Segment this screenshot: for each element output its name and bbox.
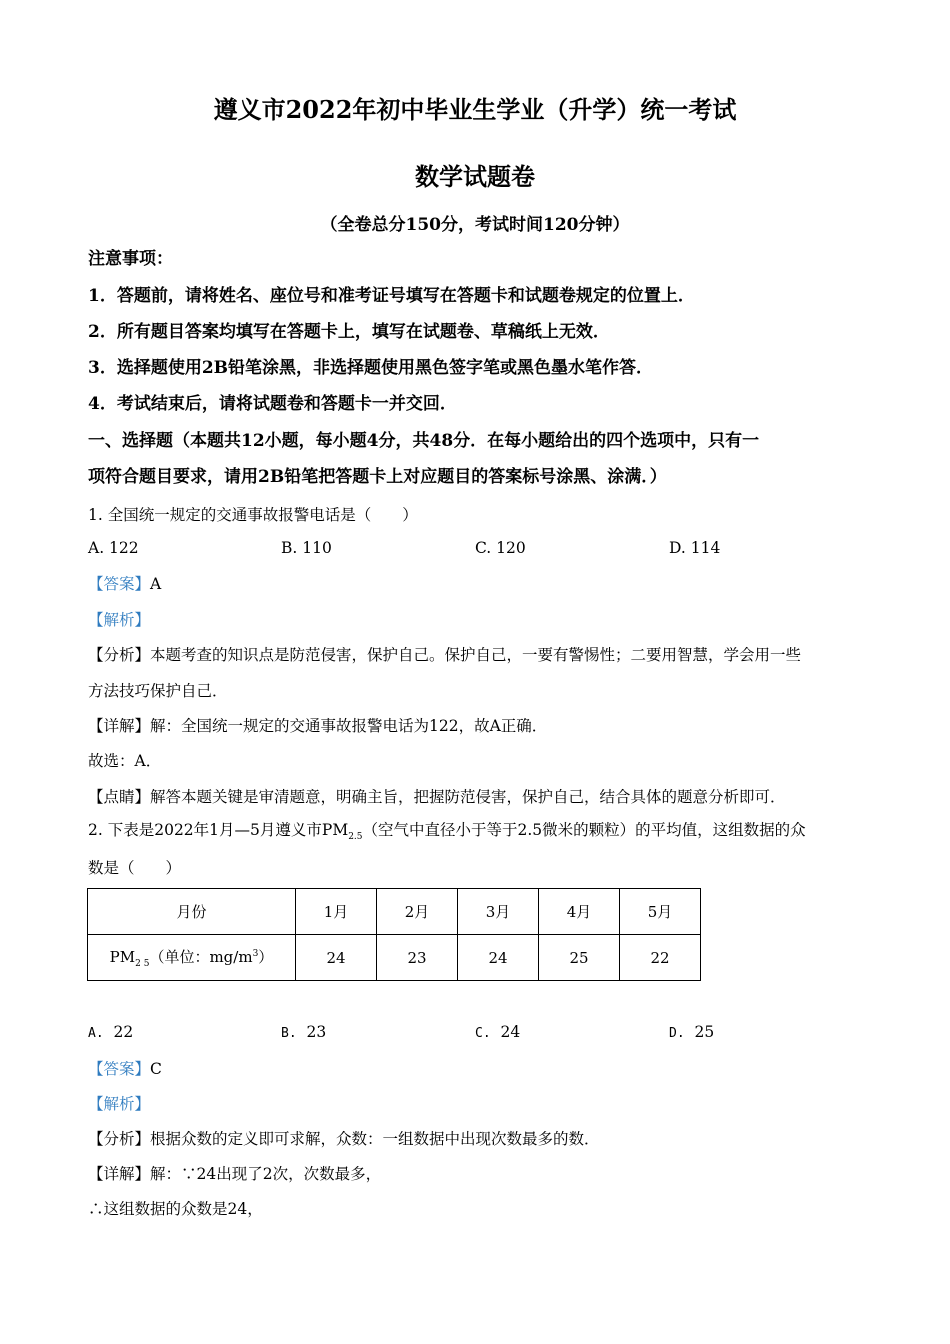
notice-item: 1．答题前，请将姓名、座位号和准考证号填写在答题卡和试题卷规定的位置上． xyxy=(88,286,695,306)
q2-stem-text: 2. 下表是2022年1月—5月遵义市PM xyxy=(88,821,349,839)
detail-label: 【详解】 xyxy=(88,717,151,735)
q2-stem-sub: 2.5 xyxy=(348,832,363,843)
detail-label: 【详解】 xyxy=(88,1165,151,1183)
option-letter: B. xyxy=(281,1026,297,1041)
option-letter: A. xyxy=(88,1026,104,1041)
tip-text: 解答本题关键是审清题意，明确主旨，把握防范侵害，保护自己，结合具体的题意分析即可． xyxy=(150,788,786,806)
exam-subtitle: 数学试题卷 xyxy=(415,162,535,191)
fenxi-label: 【分析】 xyxy=(88,646,151,664)
row-label-unit: （单位：mg/m xyxy=(149,948,253,966)
section-heading: 一、选择题（本题共12小题，每小题4分，共48分．在每小题给出的四个选项中，只有一 xyxy=(88,431,760,451)
q2-answer xyxy=(88,1058,868,1080)
answer-value: C xyxy=(150,1060,162,1078)
detail-text: 解：∵24出现了2次，次数最多， xyxy=(150,1165,382,1183)
table-header-cell: 月份 xyxy=(88,889,296,935)
table-row xyxy=(88,935,701,981)
option-letter: C. xyxy=(475,1026,491,1041)
q2-fenxi xyxy=(88,1128,868,1150)
q2-analysis-label: 【解析】 xyxy=(88,1095,151,1113)
row-label-sub: 2 5 xyxy=(135,959,150,969)
option-value: 23 xyxy=(306,1023,327,1041)
section-heading-cont: 项符合题目要求，请用2B铅笔把答题卡上对应题目的答案标号涂黑、涂满．） xyxy=(88,467,667,487)
table-header-cell: 2月 xyxy=(377,889,458,935)
q1-choose: 故选：A． xyxy=(88,752,162,770)
notice-item: 4．考试结束后，请将试题卷和答题卡一并交回． xyxy=(88,394,457,414)
option-value: 25 xyxy=(694,1023,715,1041)
q2-conclusion: ∴这组数据的众数是24， xyxy=(88,1200,263,1218)
q1-fenxi-cont: 方法技巧保护自己． xyxy=(88,682,228,700)
table-row-label xyxy=(88,935,296,981)
q1-option-b: B. 110 xyxy=(281,539,332,557)
table-header-cell: 3月 xyxy=(458,889,539,935)
q1-option-c: C. 120 xyxy=(475,539,526,557)
q2-option-d xyxy=(669,1023,714,1041)
option-value: 22 xyxy=(113,1023,134,1041)
exam-info: （全卷总分150分，考试时间120分钟） xyxy=(320,215,630,235)
q1-answer xyxy=(88,573,868,595)
q1-option-d: D. 114 xyxy=(669,539,721,557)
table-header-cell: 5月 xyxy=(620,889,701,935)
pm25-table xyxy=(87,888,701,981)
fenxi-text: 根据众数的定义即可求解，众数：一组数据中出现次数最多的数． xyxy=(150,1130,600,1148)
table-cell: 25 xyxy=(539,935,620,981)
notice-item: 2．所有题目答案均填写在答题卡上，填写在试题卷、草稿纸上无效． xyxy=(88,322,610,342)
answer-value: A xyxy=(150,575,162,593)
row-label-text: PM xyxy=(109,948,136,966)
answer-label: 【答案】 xyxy=(88,575,151,593)
q2-option-a xyxy=(88,1023,133,1041)
fenxi-label: 【分析】 xyxy=(88,1130,151,1148)
table-header-cell: 4月 xyxy=(539,889,620,935)
row-label-sup: 3 xyxy=(252,949,259,959)
notice-heading: 注意事项： xyxy=(88,249,173,269)
option-letter: D. xyxy=(669,1026,685,1041)
answer-label: 【答案】 xyxy=(88,1060,151,1078)
q2-stem-cont: 数是（ ） xyxy=(88,859,182,877)
table-header-row xyxy=(88,889,701,935)
exam-title: 遵义市2022年初中毕业生学业（升学）统一考试 xyxy=(213,95,737,124)
q2-option-b xyxy=(281,1023,326,1041)
q1-detail xyxy=(88,715,868,737)
q2-stem-text-2: （空气中直径小于等于2.5微米的颗粒）的平均值，这组数据的众 xyxy=(362,821,806,839)
q2-stem xyxy=(88,819,868,848)
q1-option-a: A. 122 xyxy=(88,539,139,557)
tip-label: 【点睛】 xyxy=(88,788,151,806)
q1-fenxi xyxy=(88,644,868,666)
row-label-end: ） xyxy=(258,948,274,966)
q2-detail xyxy=(88,1163,868,1185)
q1-tip xyxy=(88,786,868,808)
q2-option-c xyxy=(475,1023,520,1041)
table-cell: 22 xyxy=(620,935,701,981)
table-cell: 24 xyxy=(458,935,539,981)
table-cell: 23 xyxy=(377,935,458,981)
q1-analysis-label: 【解析】 xyxy=(88,611,151,629)
q1-stem: 1. 全国统一规定的交通事故报警电话是（ ） xyxy=(88,506,418,524)
option-value: 24 xyxy=(500,1023,521,1041)
detail-text: 解：全国统一规定的交通事故报警电话为122，故A正确． xyxy=(150,717,548,735)
notice-item: 3．选择题使用2B铅笔涂黑，非选择题使用黑色签字笔或黑色墨水笔作答． xyxy=(88,358,654,378)
table-cell: 24 xyxy=(296,935,377,981)
table-header-cell: 1月 xyxy=(296,889,377,935)
fenxi-text: 本题考查的知识点是防范侵害，保护自己。保护自己，一要有警惕性；二要用智慧，学会用一些 xyxy=(150,646,802,664)
